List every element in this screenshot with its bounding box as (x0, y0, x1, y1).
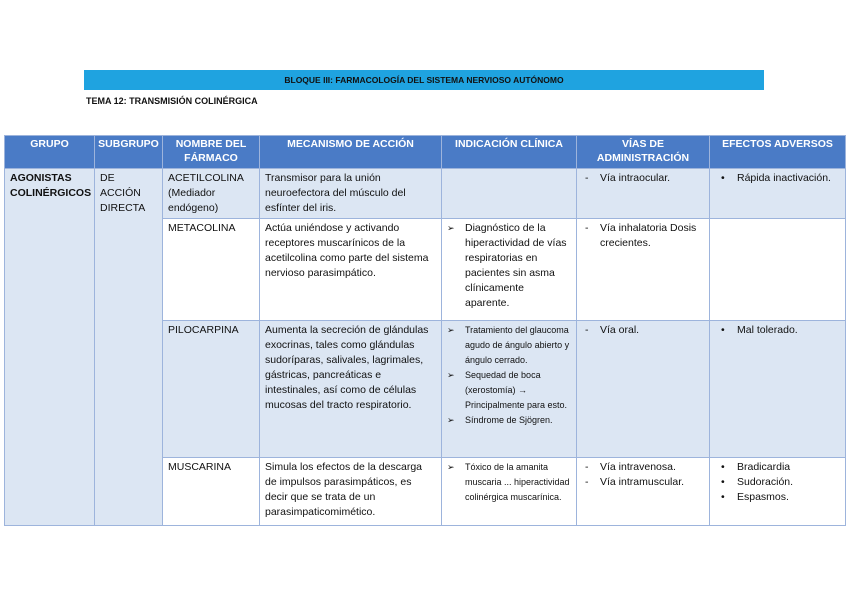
indication-item: ➢ Sequedad de boca (xerostomía) → Principalmente para esto. (447, 368, 571, 413)
route-item: - Vía intraocular. (582, 171, 704, 186)
table-header-row (5, 136, 846, 169)
route-item: - Vía oral. (582, 323, 704, 338)
routes-cell (577, 458, 710, 526)
routes-cell (577, 321, 710, 458)
mechanism-cell: Aumenta la secreción de glándulas exocrinas, tales como glándulas sudoríparas, salivales, lagrimales, gástricas, pancreáticas e intestinales, así como de células mucosas del tracto respiratorio. (260, 321, 442, 458)
drug-name: ACETILCOLINA (Mediador endógeno) (163, 169, 260, 219)
topic-title: TEMA 12: TRANSMISIÓN COLINÉRGICA (86, 96, 258, 106)
group-cell: AGONISTAS COLINÉRGICOS (5, 169, 95, 526)
adverse-item: • Sudoración. (715, 475, 840, 490)
column-header-farmaco: NOMBRE DEL FÁRMACO (163, 136, 260, 169)
indication-item: ➢ Tóxico de la amanita muscaria ... hiperactividad colinérgica muscarínica. (447, 460, 571, 505)
column-header-grupo: GRUPO (5, 136, 95, 169)
mechanism-cell: Simula los efectos de la descarga de impulsos parasimpáticos, es decir que se trata de un parasimpaticomimético. (260, 458, 442, 526)
adverse-item: • Mal tolerado. (715, 323, 840, 338)
column-header-indicacion: INDICACIÓN CLÍNICA (442, 136, 577, 169)
route-item: - Vía intravenosa. (582, 460, 704, 475)
drug-name: METACOLINA (163, 219, 260, 321)
block-title-banner (84, 70, 764, 90)
indication-cell (442, 219, 577, 321)
route-item: - Vía inhalatoria Dosis crecientes. (582, 221, 704, 251)
subgroup-cell: DE ACCIÓN DIRECTA (95, 169, 163, 526)
pharmacology-table (4, 135, 846, 526)
adverse-item: • Rápida inactivación. (715, 171, 840, 186)
route-item: - Vía intramuscular. (582, 475, 704, 490)
adverse-cell (710, 169, 846, 219)
indication-item: ➢ Diagnóstico de la hiperactividad de vías respiratorias en pacientes sin asma clínicamente aparente. (447, 221, 571, 311)
adverse-cell (710, 219, 846, 321)
table-row (5, 169, 846, 219)
indication-cell (442, 169, 577, 219)
indication-cell (442, 458, 577, 526)
block-title: BLOQUE III: FARMACOLOGÍA DEL SISTEMA NERVIOSO AUTÓNOMO (284, 75, 564, 85)
adverse-cell (710, 321, 846, 458)
mechanism-cell: Transmisor para la unión neuroefectora del músculo del esfínter del iris. (260, 169, 442, 219)
column-header-vias: VÍAS DE ADMINISTRACIÓN (577, 136, 710, 169)
adverse-item: • Espasmos. (715, 490, 840, 505)
routes-cell (577, 169, 710, 219)
indication-cell (442, 321, 577, 458)
drug-name: PILOCARPINA (163, 321, 260, 458)
drug-name: MUSCARINA (163, 458, 260, 526)
column-header-mecanismo: MECANISMO DE ACCIÓN (260, 136, 442, 169)
column-header-subgrupo: SUBGRUPO (95, 136, 163, 169)
column-header-efectos: EFECTOS ADVERSOS (710, 136, 846, 169)
adverse-cell (710, 458, 846, 526)
mechanism-cell: Actúa uniéndose y activando receptores muscarínicos de la acetilcolina como parte del sistema nervioso parasimpático. (260, 219, 442, 321)
indication-item: ➢ Tratamiento del glaucoma agudo de ángulo abierto y ángulo cerrado. (447, 323, 571, 368)
routes-cell (577, 219, 710, 321)
adverse-item: • Bradicardia (715, 460, 840, 475)
indication-item: ➢ Síndrome de Sjögren. (447, 413, 571, 428)
